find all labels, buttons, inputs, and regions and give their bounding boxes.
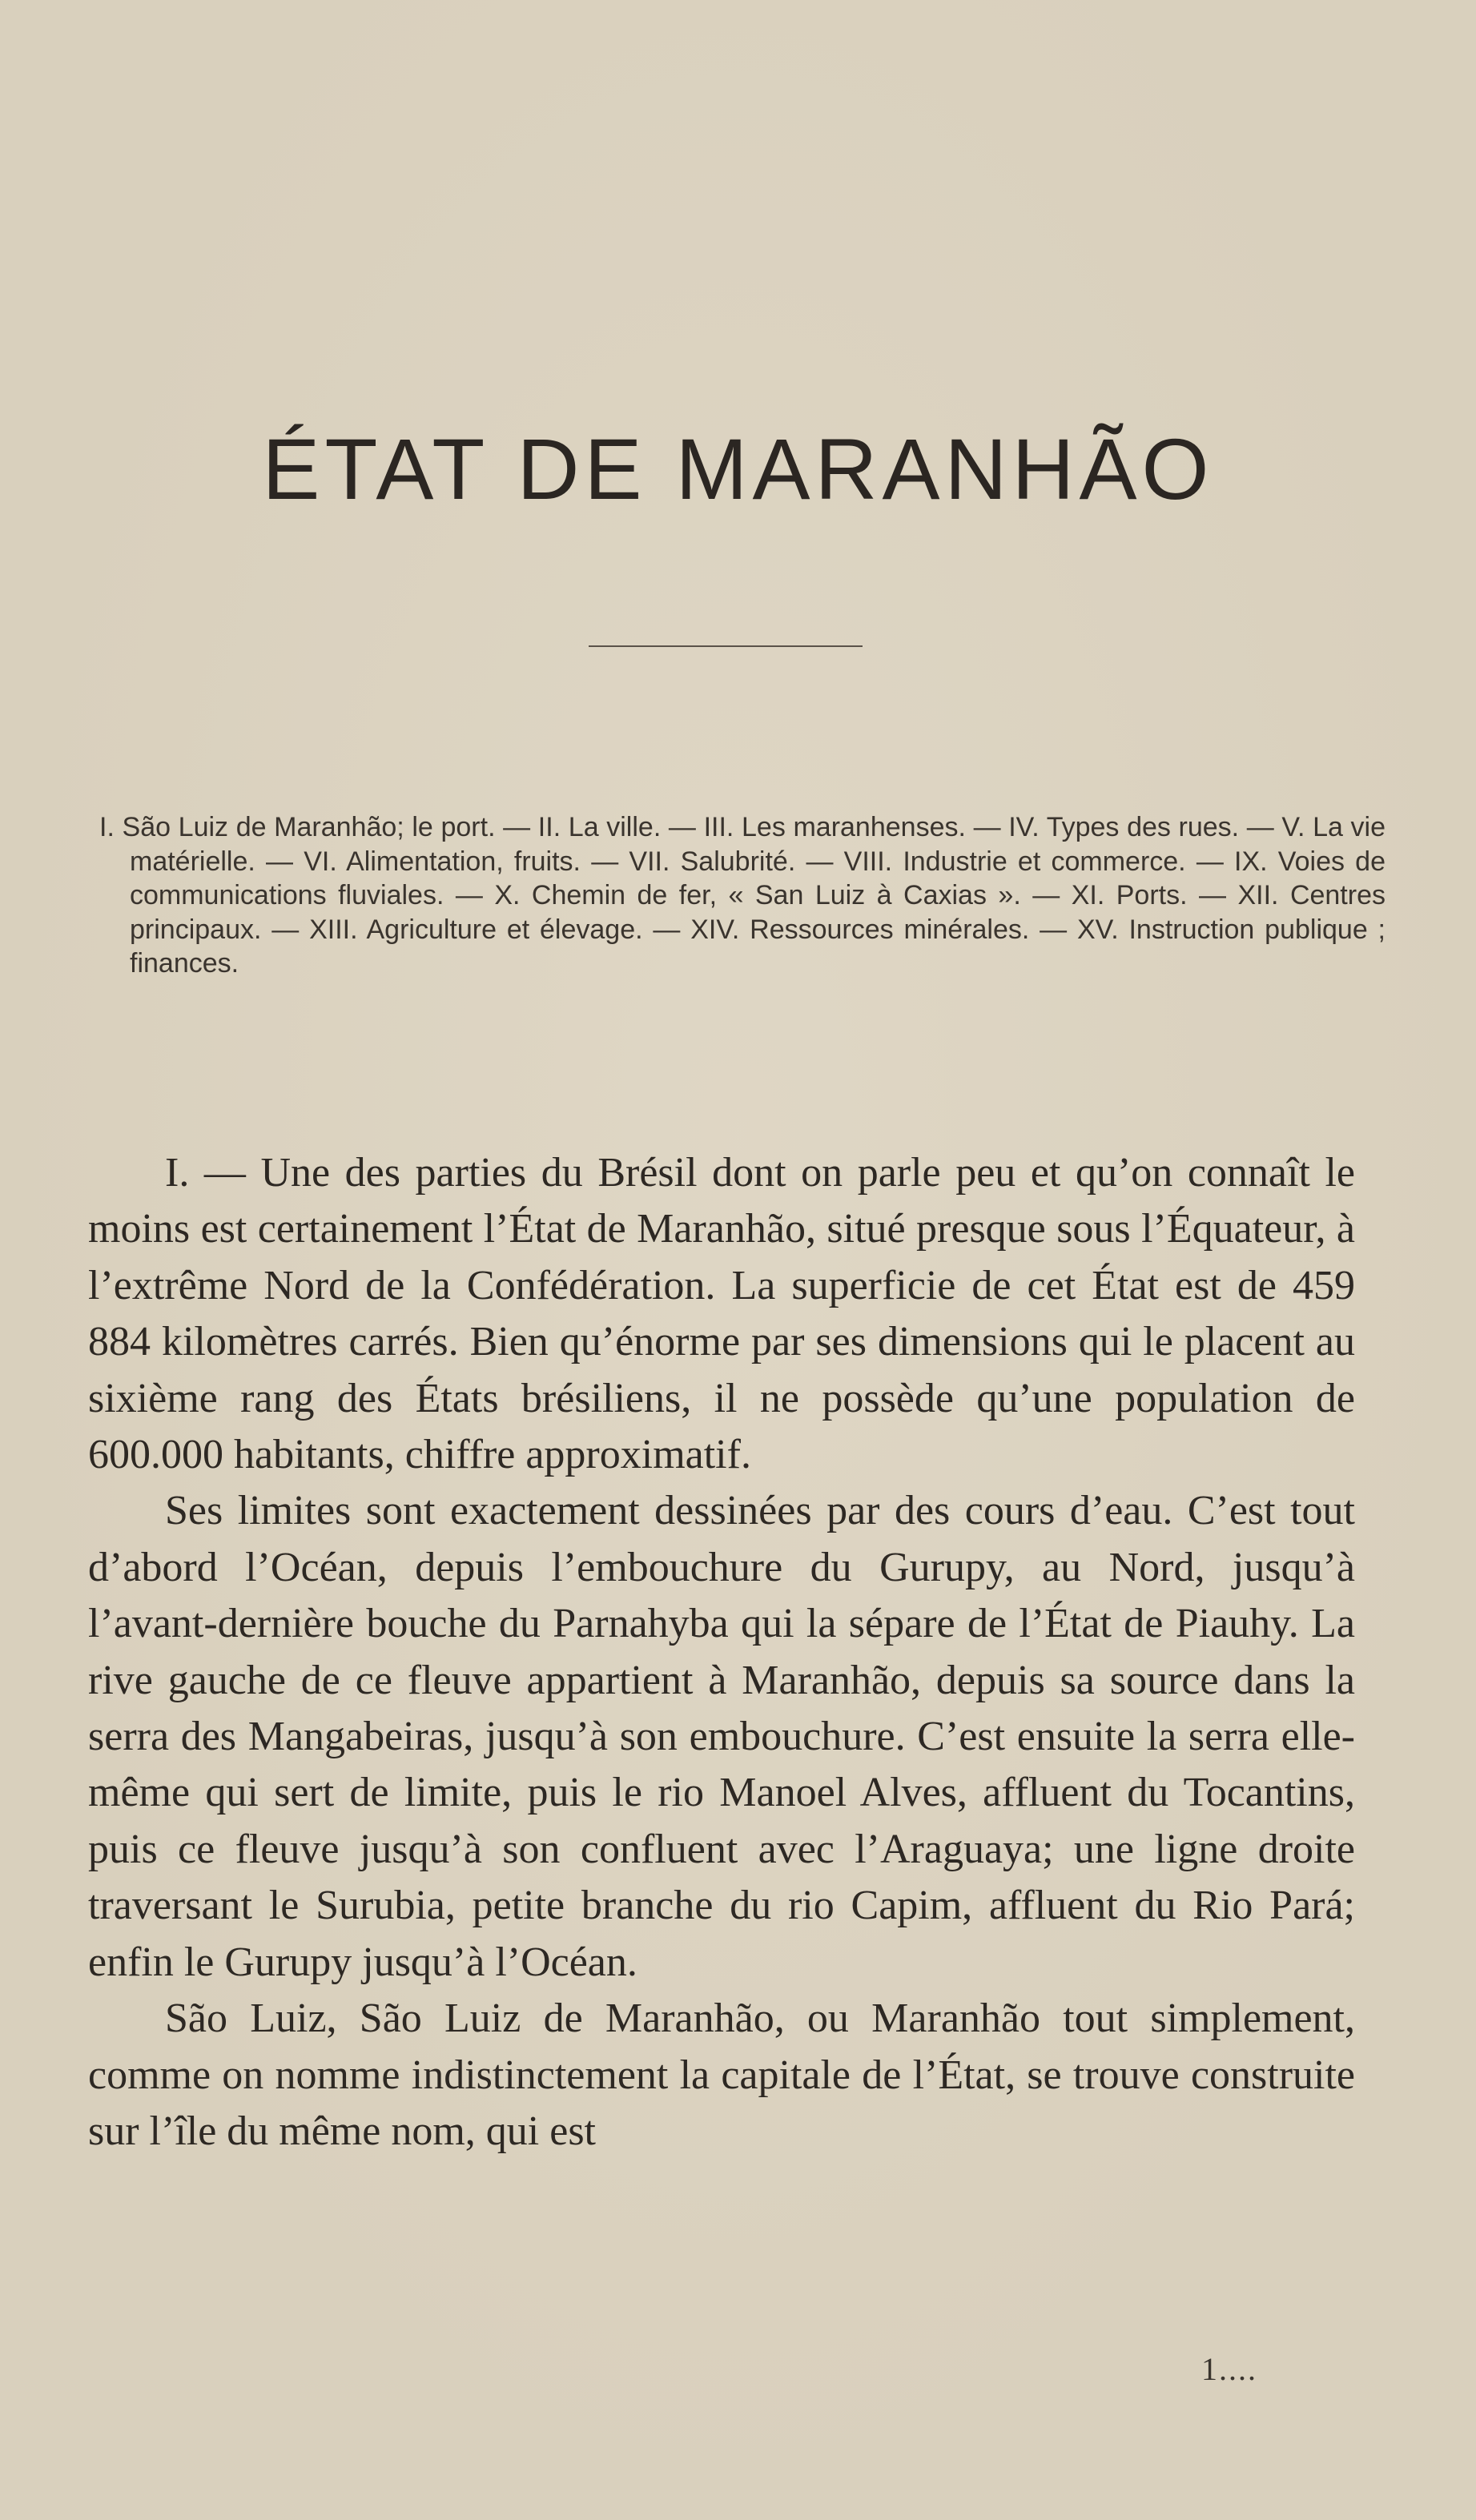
title-divider — [589, 645, 863, 647]
paragraph: Ses limites sont exactement dessinées par des cours d’eau. C’est tout d’abord l’Océan, depuis l’embouchure du Gurupy, au Nord, jusqu’à l’avant-dernière bouche du Parnahyba qui la sépare de l’État de Piauhy. La rive gauche de ce fleuve appartient à Maranhão, depuis sa source dans la serra des Mangabeiras, jusqu’à son embouchure. C’est ensuite la serra elle-même qui sert de limite, puis le rio Manoel Alves, affluent du Tocantins, puis ce fleuve jusqu’à son confluent avec l’Araguaya; une ligne droite traversant le Surubia, petite branche du rio Capim, affluent du Rio Pará; enfin le Gurupy jusqu’à l’Océan. — [88, 1488, 1355, 1985]
paragraph: I. — Une des parties du Brésil dont on parle peu et qu’on connaît le moins est certainement l’État de Maranhão, situé presque sous l’Équateur, à l’extrême Nord de la Confédération. La superficie de cet État est de 459 884 kilomètres carrés. Bien qu’énorme par ses dimensions qui le placent au sixième rang des États brésiliens, il ne possède qu’une population de 600.000 habitants, chiffre approximatif. — [88, 1150, 1355, 1478]
page-title: ÉTAT DE MARANHÃO — [262, 420, 1214, 517]
chapter-summary: I. São Luiz de Maranhão; le port. — II. La ville. — III. Les maranhenses. — IV. Types des rues. — V. La vie matérielle. — VI. Alimentation, fruits. — VII. Salubrité. — VIII. Industrie et commerce. — IX. Voies de communications fluviales. — X. Chemin de fer, « San Luiz à Caxias ». — XI. Ports. — XII. Centres principaux. — XIII. Agriculture et élevage. — XIV. Ressources minérales. — XV. Instruction publique ; finances. — [99, 812, 1386, 979]
signature-mark: 1.... — [1201, 2351, 1257, 2387]
body-text — [88, 1145, 1355, 2160]
paragraph: São Luiz, São Luiz de Maranhão, ou Maranhão tout simplement, comme on nomme indistinctement la capitale de l’État, se trouve construite sur l’île du même nom, qui est — [88, 1996, 1355, 2154]
